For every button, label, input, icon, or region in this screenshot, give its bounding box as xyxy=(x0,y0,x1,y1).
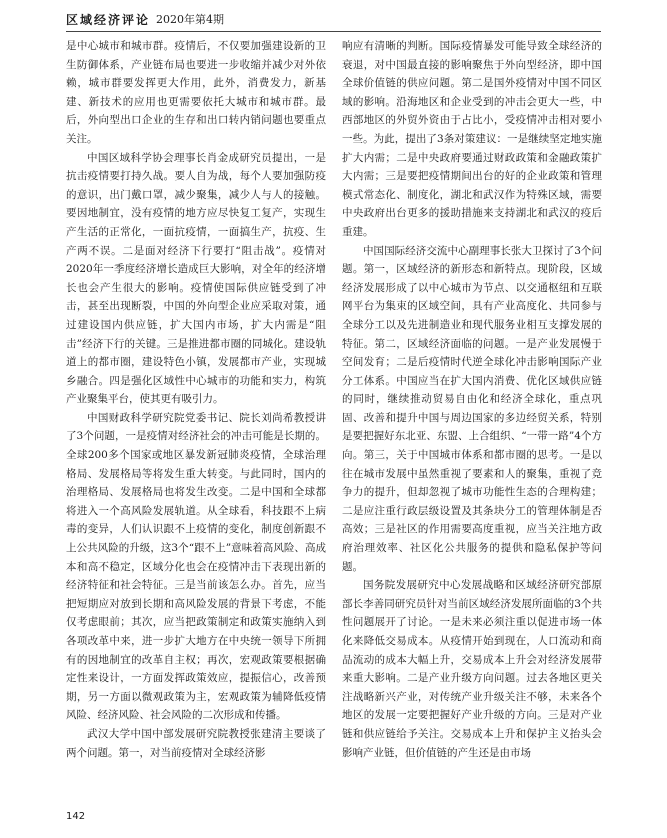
issue-number: 2020年第4期 xyxy=(156,13,225,26)
paragraph: 武汉大学中国中部发展研究院教授张建清主要谈了两个问题。第一，对当前疫情对全球经济影 xyxy=(66,727,326,759)
right-text-column xyxy=(342,37,602,762)
paragraph: 中国财政科学研究院党委书记、院长刘尚希教授讲了3个问题，一是疫情对经济社会的冲击可能是长期的。全球200多个国家或地区暴发新冠肺炎疫情，全球治理格局、发展格局等将发生重大转变。与此同时，国内的治理格局、发展格局也将发生改变。二是中国和全球都将进入一个高风险发展轨道。从全球看，科技跟不上病毒的变异，人们认识跟不上疫情的变化，制度创新跟不上公共风险的升级，这3个“跟不上”意味着高风险、高成本和高不稳定，区域分化也会在疫情冲击下表现出新的经济特征和社会特征。三是当前该怎么办。首先，应当把短期应对放到长期和高风险发展的背景下考虑，不能仅考虑眼前；其次，应当把政策制定和政策实施纳入到各项改革中来，进一步扩大地方在中央统一领导下所拥有的因地制宜的改革自主权；再次，宏观政策要根据确定性来设计，一方面发挥政策效应，提振信心，改善预期，另一方面以微观政策为主，宏观政策为辅降低疫情风险、经济风险、社会风险的二次形成和传播。 xyxy=(66,411,326,722)
paragraph: 是中心城市和城市群。疫情后，不仅要加强建设新的卫生防御体系，产业链布局也要进一步收缩并减少对外依赖，城市群要发挥更大作用，此外，消费发力，新基建、新技术的应用也更需要依托大城市和城市群。最后，外向型出口企业的生存和出口转内销问题也要重点关注。 xyxy=(66,40,326,145)
paragraph: 中国区域科学协会理事长肖金成研究员提出，一是抗击疫情要打持久战。要人自为战，每个人要加强防疫的意识，出门戴口罩，减少聚集，减少人与人的接触。要因地制宜，没有疫情的地方应尽快复工复产，实现生产生活的正常化，一面抗疫情，一面搞生产，抗疫、生产两不误。二是面对经济下行要打“阻击战”。疫情对2020年一季度经济增长造成巨大影响，对全年的经济增长也会产生很大的影响。疫情使国际供应链受到了冲击，甚至出现断裂，中国的外向型企业应采取对策，通过建设国内供应链，扩大国内市场，扩大内需是“阻击”经济下行的关键。三是推进都市圈的同城化。建设轨道上的都市圈，建设特色小镇，发展都市产业，实现城乡融合。四是强化区域性中心城市的功能和实力，构筑产业聚集平台，使其更有吸引力。 xyxy=(66,151,326,406)
journal-name: 区域经济评论 xyxy=(66,12,151,27)
paragraph: 国务院发展研究中心发展战略和区域经济研究部原部长李善同研究员针对当前区域经济发展所面临的3个共性问题展开了讨论。一是未来必须注重以促进市场一体化来降低交易成本。从疫情开始到现在，人口流动和商品流动的成本大幅上升，交易成本上升会对经济发展带来重大影响。二是产业升级方向问题。过去各地区更关注战略新兴产业，对传统产业升级关注不够，未来各个地区的发展一定要把握好产业升级的方向。三是对产业链和供应链给予关注。交易成本上升和保护主义抬头会影响产业链，但价值链的产生还是由市场 xyxy=(342,579,602,759)
paragraph: 响应有清晰的判断。国际疫情暴发可能导致全球经济的衰退，对中国最直接的影响聚焦于外向型经济，即中国全球价值链的供应问题。第二是国外疫情对中国不同区域的影响。沿海地区和企业受到的冲击会更大一些，中西部地区的外贸外资由于占比小，受疫情冲击相对要小一些。为此，提出了3条对策建议：一是继续坚定地实施扩大内需；二是中央政府要通过财政政策和金融政策扩大内需；三是要把疫情期间出台的好的企业政策和管理模式常态化、制度化，湖北和武汉作为特殊区域，需要中央政府出台更多的援助措施来支持湖北和武汉的疫后重建。 xyxy=(342,40,602,238)
page-number: 142 xyxy=(66,811,86,822)
paragraph: 中国国际经济交流中心副理事长张大卫探讨了3个问题。第一，区域经济的新形态和新特点。现阶段，区域经济发展形成了以中心城市为节点、以交通枢纽和互联网平台为集束的区域空间，具有产业高度化、共同参与全球分工以及先进制造业和现代服务业相互支撑发展的特征。第二，区域经济面临的问题。一是产业发展慢于空间发育；二是后疫情时代逆全球化冲击影响国际产业分工体系。中国应当在扩大国内消费、优化区域供应链的同时，继续推动贸易自由化和经济全球化，重点巩固、改善和提升中国与周边国家的多边经贸关系，特别是要把握好东北亚、东盟、上合组织、“一带一路”4个方向。第三，关于中国城市体系和都市圈的思考。一是以往在城市发展中虽然重视了要素和人的聚集，重视了竞争力的提升，但却忽视了城市功能性生态的合理构建；二是应注重行政层级设置及其条块分工的管理体制是否高效；三是社区的作用需要高度重视，应当关注地方政府治理效率、社区化公共服务的提供和隐私保护等问题。 xyxy=(342,244,602,573)
running-header xyxy=(66,7,601,32)
left-text-column xyxy=(66,37,326,762)
